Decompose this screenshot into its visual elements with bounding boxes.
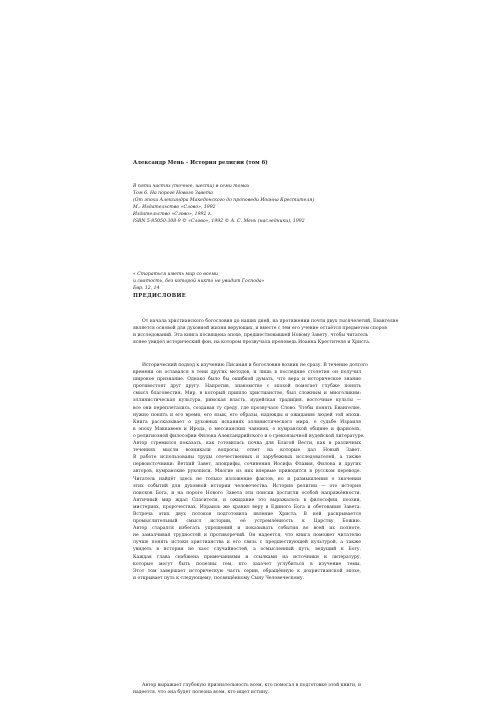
epigraph-line: и святость, без которой никто не увидит Господа» <box>133 279 265 285</box>
text-line: Читатель найдёт здесь не только изложение фактов, но и размышления о значении <box>133 476 361 482</box>
text-line: эллинистическая культура, римская власть, иудейская традиция, восточные культы — <box>133 398 361 404</box>
text-line: Этот том завершает историческую часть серии, обращённую к дохристианской эпохе, <box>133 568 361 574</box>
text-line: о религиозной философии Филона Александрийского и о грекоязычной иудейской литературе. <box>133 433 365 439</box>
publication-info-line: ISBN 5-85050-308-9 © «Слово», 1992 © А. С. Мень (наследники), 1992 <box>133 219 305 225</box>
epigraph <box>133 271 333 293</box>
text-line: Исторический подход к изучению Писания и богословия возник не сразу. В течение долгого <box>142 363 368 368</box>
text-line: Книга рассказывает о духовных исканиях эллинистического мира, о судьбе Израиля <box>133 419 361 425</box>
text-line: В работе использованы труды отечественных и зарубежных исследователей, а также <box>133 455 361 461</box>
publication-info-line: М.: Издательство «Слово», 1992 <box>133 205 216 211</box>
text-line: и исследований. Эта книга посвящена эпохе, предшествовавшей Новому Завету, чтобы читатель <box>133 333 369 339</box>
text-line: которые могут быть полезны тем, кто захочет углубиться в изучение темы. <box>133 561 361 567</box>
publication-info-line: Издательство «Слово», 1992 г. <box>133 212 212 218</box>
text-line: промыслительный смысл истории, её устремлённость к Царству Божию. <box>133 519 361 525</box>
section-heading: ПРЕДИСЛОВИЕ <box>133 293 187 299</box>
text-line: Автор выражает глубокую признательность всем, кто помогал в подготовке этой книги, и <box>142 683 361 688</box>
publication-info <box>133 183 373 226</box>
epigraph-line: « Стараться иметь мир со всеми <box>133 272 218 277</box>
paragraph-main <box>133 362 368 582</box>
text-line: лучше понять истоки христианства и его связь с предшествующей культурой, а также <box>133 540 361 546</box>
text-line: надеется, что она будет полезна всем, кто ищет истину. <box>133 690 270 696</box>
text-line: смысл благовестия. Мир, в который пришло христианство, был сложным и многоликим: <box>133 391 361 397</box>
text-line: все они переплетались, создавая ту среду, где прозвучало Слово. Чтобы понять Евангелие, <box>133 405 361 411</box>
paragraph-intro <box>133 318 399 346</box>
text-line: авторов, кумранские рукописи. Многие из них впервые приводятся в русском переводе. <box>133 469 361 475</box>
text-line: увидеть в истории не хаос случайностей, а осмысленный путь, ведущий к Богу. <box>133 547 361 553</box>
text-line: противостоят друг другу. Напротив, знакомство с эпохой помогает глубже понять <box>133 384 361 390</box>
text-line: не замалчивая трудностей и противоречий. Он надеется, что книга поможет читателю <box>133 533 361 539</box>
text-line: широкое признание. Однако было бы ошибкой думать, что вера и историческое знание <box>133 377 361 383</box>
paragraph-closing <box>133 682 361 696</box>
text-line: в эпоху Маккавеев и Ирода, о мессианских чаяниях, о кумранской общине и фарисеях, <box>133 426 361 432</box>
document-title: Александр Мень - История религии (том 6) <box>133 160 268 166</box>
text-line: времени он оставался в тени других методов, и лишь в последние столетия он получил <box>133 370 361 376</box>
text-line: является основой для духовной жизни верующих, и вместе с тем его учение остаётся предметом споров <box>133 326 387 332</box>
text-line: Античный мир ждал Спасителя, и ожидание это выражалось в философии, поэзии, <box>133 497 361 503</box>
text-line: этих событий для духовной истории человечества. История религии — это история <box>133 483 361 489</box>
text-line: От начала христианского богословия до наших дней, на протяжении почти двух тысячелетий, Евангелие <box>142 319 399 324</box>
text-line: течениях мысли возникали вопросы, ответ на которые дал Новый Завет. <box>133 448 361 454</box>
text-line: Автор стремился показать, как готовилась почва для Благой Вести, как в различных <box>133 441 361 447</box>
publication-info-line: В пяти частях (точнее, шести) в семи томах <box>133 184 250 189</box>
text-line: поисков Бога, и на пороге Нового Завета эти поиски достигли особой напряжённости. <box>133 490 361 496</box>
text-line: Каждая глава снабжена примечаниями и ссылками на источники и литературу, <box>133 554 361 560</box>
text-line: первоисточники: Ветхий Завет, апокрифы, сочинения Иосифа Флавия, Филона и других <box>133 462 361 468</box>
epigraph-reference: Евр. 12, 14 <box>133 286 160 292</box>
publication-info-line: Том 6. На пороге Нового Завета <box>133 191 213 197</box>
text-line: Встреча этих двух потоков подготовила явление Христа. В ней раскрывается <box>133 511 361 517</box>
text-line: Автор старался избегать упрощений и показывать события во всей их полноте, <box>133 526 361 532</box>
text-line: и открывает путь к следующему, посвящённому Сыну Человеческому. <box>133 575 304 581</box>
publication-info-line: (От эпохи Александра Македонского до проповеди Иоанна Крестителя) <box>133 198 315 204</box>
text-line: мистериях, пророчествах. Израиль же хранил веру в Единого Бога и обетования Завета. <box>133 504 361 510</box>
text-line: яснее увидел исторический фон, на котором прозвучала проповедь Иоанна Крестителя и Христа. <box>133 340 371 346</box>
text-line: нужно понять и его время, его язык, его образы, надежды и ожидания людей той эпохи. <box>133 412 361 418</box>
